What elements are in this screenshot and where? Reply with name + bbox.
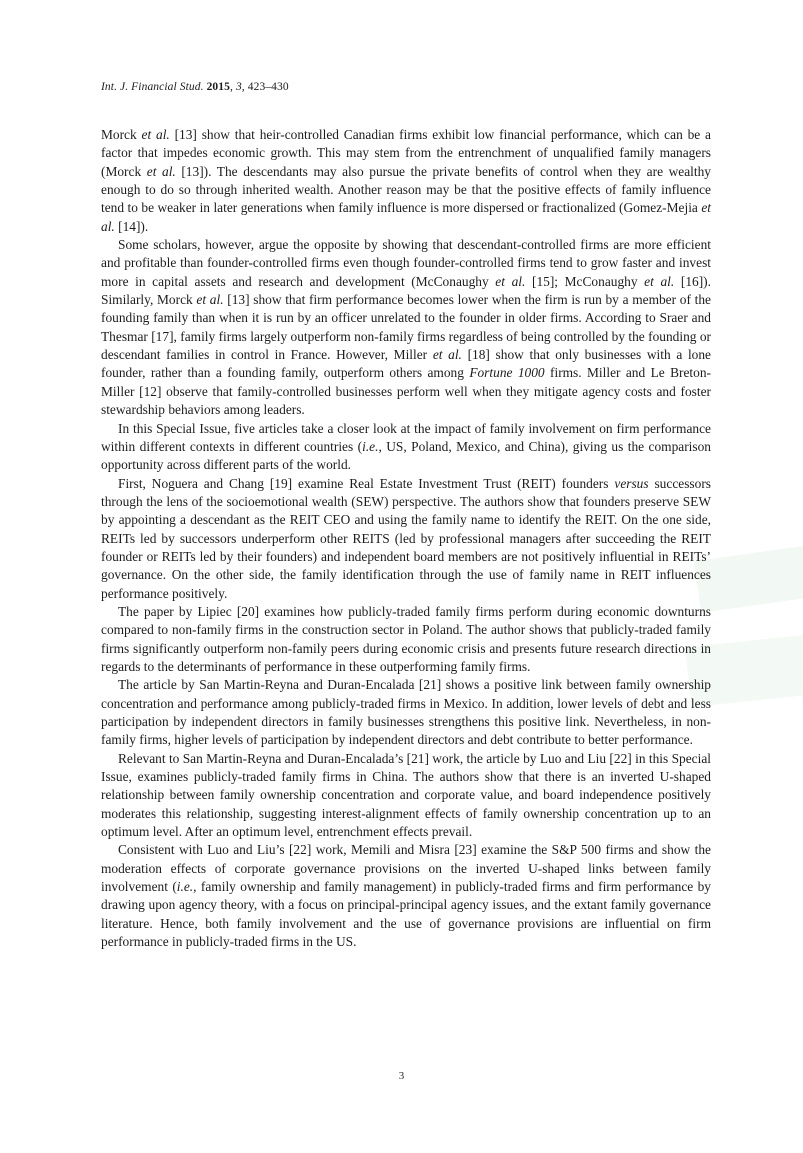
paragraph: The article by San Martin-Reyna and Duran-Encalada [21] shows a positive link between family ownership concentration and performance among publicly-traded firms in Mexico. In addition, lower levels of debt and less participation by independent directors in family businesses strengthens this positive link. Nevertheless, in non-family firms, higher levels of participation by independent directors and debt contribute to better performance.	[101, 677, 711, 748]
paragraph: Morck et al. [13] show that heir-controlled Canadian firms exhibit low financial performance, which can be a factor that impedes economic growth. This may stem from the entrenchment of unqualified family managers (Morck et al. [13]). The descendants may also pursue the private benefits of control when they are wealthy enough to do so through inherited wealth. Another reason may be that the positive effects of family influence tend to be weaker in later generations when family influence is more dispersed or fractionalized (Gomez-Mejia et al. [14]).	[101, 127, 711, 234]
paragraph: The paper by Lipiec [20] examines how publicly-traded family firms perform during economic downturns compared to non-family firms in the construction sector in Poland. The author shows that publicly-traded family firms significantly outperform non-family peers during economic crisis and presents future research directions in regards to the determinants of performance in these outperforming family firms.	[101, 603, 711, 674]
page-number: 3	[398, 1070, 405, 1082]
paragraph: Consistent with Luo and Liu’s [22] work, Memili and Misra [23] examine the S&P 500 firms and show the moderation effects of corporate governance provisions on the inverted U-shaped links between family involvement (i.e., family ownership and family management) in publicly-traded firms and firm performance by drawing upon agency theory, with a focus on principal-principal agency issues, and the extant family governance literature. Hence, both family involvement and the use of governance provisions are influential on firm performance in publicly-traded firms in the US.	[101, 842, 711, 950]
paragraph: First, Noguera and Chang [19] examine Real Estate Investment Trust (REIT) founders versus successors through the lens of the socioemotional wealth (SEW) perspective. The authors show that founders preserve SEW by appointing a descendant as the REIT CEO and using the family name to identify the REIT. On the one side, REITs led by successors underperform other REITS (led by professional managers after succeeding the REIT founder or REITs led by their founders) and independent board members are not positively influential in REITs’ governance. On the other side, the family identification through the use of family name in REIT influences performance positively.	[101, 475, 711, 601]
paragraph: In this Special Issue, five articles take a closer look at the impact of family involvement on firm performance within different contexts in different countries (i.e., US, Poland, Mexico, and China), giving us the comparison opportunity across different parts of the world.	[101, 420, 712, 473]
paragraph: Relevant to San Martin-Reyna and Duran-Encalada’s [21] work, the article by Luo and Liu [22] in this Special Issue, examines publicly-traded family firms in China. The authors show that there is an inverted U-shaped relationship between family ownership concentration and corporate value, and board independence positively moderates this relationship, suggesting interest-alignment effects of family ownership concentration up to an optimum level. After an optimum level, entrenchment effects prevail.	[101, 750, 711, 840]
article-body	[101, 126, 711, 951]
journal-running-head: Int. J. Financial Stud. 2015, 3, 423–430	[101, 81, 289, 93]
paragraph: Some scholars, however, argue the opposite by showing that descendant-controlled firms are more efficient and profitable than founder-controlled firms even though founder-controlled firms tend to grow faster and invest more in capital assets and research and development (McConaughy et al. [15]; McConaughy et al. [16]). Similarly, Morck et al. [13] show that firm performance becomes lower when the firm is run by a member of the founding family than when it is run by an officer unrelated to the founder in older firms. According to Sraer and Thesmar [17], family firms largely outperform non-family firms regardless of being controlled by the founding or descendant families in control in France. However, Miller et al. [18] show that only businesses with a lone founder, rather than a founding family, outperform others among Fortune 1000 firms. Miller and Le Breton-Miller [12] observe that family-controlled businesses perform well when they mitigate agency costs and foster stewardship behaviors among leaders.	[101, 237, 711, 418]
page-footer	[0, 1070, 803, 1082]
